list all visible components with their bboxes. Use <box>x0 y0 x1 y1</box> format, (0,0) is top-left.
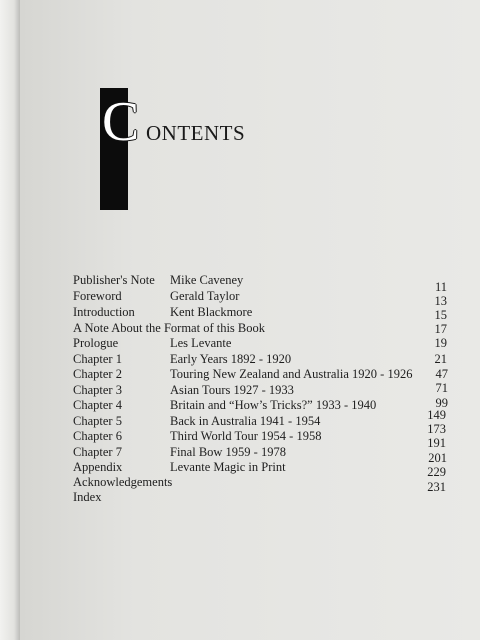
toc-entry <box>0 335 480 351</box>
toc-entry-title: Touring New Zealand and Australia 1920 - 1926 <box>170 367 413 381</box>
toc-entry-title: Mike Caveney <box>170 273 244 287</box>
toc-entry-page: 17 <box>434 322 447 336</box>
toc-entry <box>0 320 480 336</box>
toc-entry <box>0 408 480 429</box>
toc-entry-page: 15 <box>434 308 447 322</box>
toc-entry <box>0 422 480 444</box>
toc-entry-title: Early Years 1892 - 1920 <box>170 352 292 366</box>
toc-entry-label: Chapter 3 <box>73 383 122 397</box>
toc-entry-page: 99 <box>435 396 448 410</box>
toc-entry <box>0 351 480 367</box>
toc-entry <box>0 288 480 308</box>
toc-entry-label: Chapter 5 <box>73 414 122 428</box>
toc-entry-title: Final Bow 1959 - 1978 <box>170 445 286 459</box>
toc-entry-title: Gerald Taylor <box>170 289 240 303</box>
toc-entry-title: Back in Australia 1941 - 1954 <box>170 414 321 428</box>
toc-entry-page: 229 <box>427 465 446 479</box>
toc-entry-label: A Note About the Format of this Book <box>73 321 266 335</box>
toc-entry-label: Acknowledgements <box>73 475 173 489</box>
toc-entry-title: Les Levante <box>170 336 232 350</box>
toc-entry-label: Appendix <box>73 460 123 474</box>
toc-entry-page: 19 <box>434 336 447 350</box>
toc-entry-label: Chapter 4 <box>73 398 122 412</box>
toc-entry-page: 21 <box>434 352 447 366</box>
toc-entry-label: Index <box>73 490 102 504</box>
toc-entry-page: 231 <box>427 480 446 494</box>
toc-entry-title: Levante Magic in Print <box>170 460 286 474</box>
toc-entry <box>0 397 480 413</box>
toc-entry-page: 201 <box>428 451 447 465</box>
toc-entry-title: Britain and “How’s Tricks?” 1933 - 1940 <box>170 398 377 412</box>
toc-entry-title: Third World Tour 1954 - 1958 <box>170 429 322 443</box>
toc-entry-title: Kent Blackmore <box>170 305 253 319</box>
toc-entry-page: 11 <box>434 280 447 294</box>
toc-entry <box>0 366 480 382</box>
heading-initial-letter: C <box>102 91 140 153</box>
toc-entry-label: Chapter 1 <box>73 352 122 366</box>
toc-entry-label: Prologue <box>73 336 119 350</box>
toc-entry-page: 13 <box>434 294 447 308</box>
toc-entry-page: 191 <box>427 436 446 450</box>
toc-entry-page: 173 <box>427 422 446 436</box>
heading-rest: ONTENTS <box>146 121 246 145</box>
toc-entry <box>0 382 480 398</box>
toc-entry-label: Introduction <box>73 305 135 319</box>
toc-entry <box>0 272 480 294</box>
toc-entry-page: 71 <box>435 381 448 395</box>
toc-entry-label: Chapter 2 <box>73 367 122 381</box>
toc-entry-page: 47 <box>435 367 448 381</box>
toc-entry-label: Chapter 7 <box>73 445 122 459</box>
toc-entry-label: Foreword <box>73 289 122 303</box>
toc-entry <box>0 304 480 320</box>
toc-entry-page: 149 <box>427 408 446 422</box>
toc-entry-label: Chapter 6 <box>73 429 122 443</box>
toc-entry-title: Asian Tours 1927 - 1933 <box>170 383 294 397</box>
toc-entry-label: Publisher's Note <box>73 273 155 287</box>
